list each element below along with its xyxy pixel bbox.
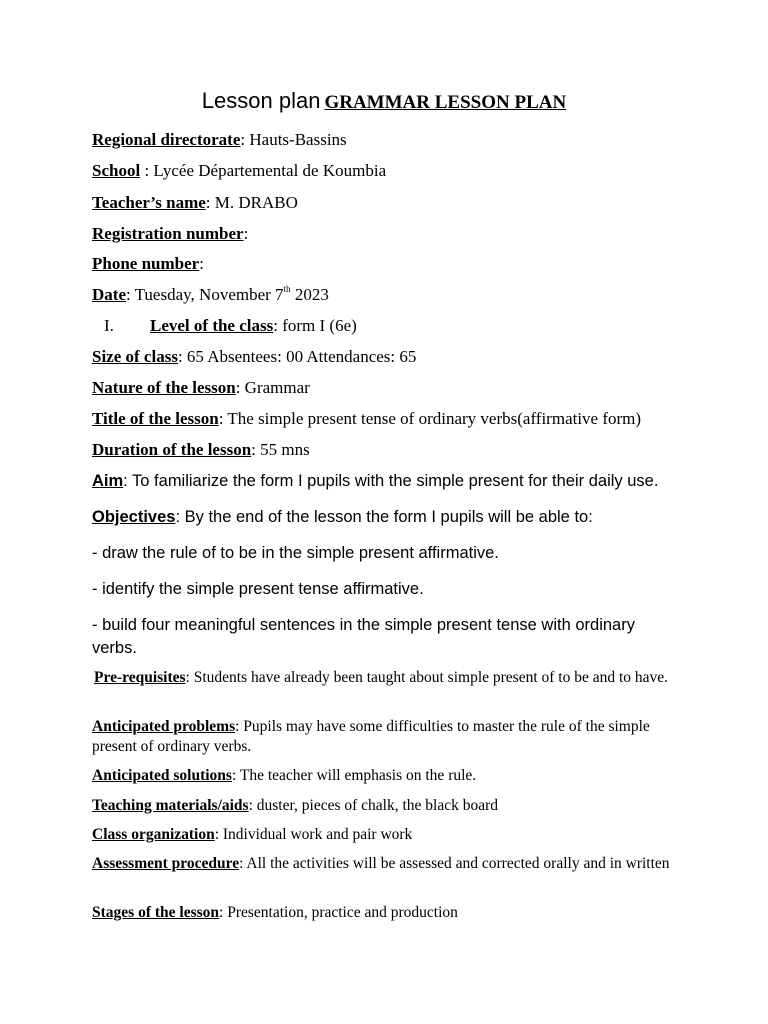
field-value: : All the activities will be assessed and corrected orally and in written: [239, 855, 670, 872]
field-label: Class organization: [92, 826, 215, 843]
field-value: : Pupils may have some difficulties to master the rule of the simple present of ordinary verbs.: [92, 718, 650, 755]
field-value: : The simple present tense of ordinary verbs(affirmative form): [218, 409, 642, 428]
field-value: : 55 mns: [251, 440, 310, 459]
field-value-year: 2023: [290, 285, 329, 304]
field-value: : Lycée Départemental de Koumbia: [140, 161, 387, 180]
field-value: : 65 Absentees: 00 Attendances: 65: [177, 347, 417, 366]
field-label: Assessment procedure: [92, 855, 240, 872]
page-title: [0, 88, 768, 114]
field-label: Stages of the lesson: [92, 904, 220, 921]
field-label: Anticipated problems: [92, 718, 236, 735]
field-label: Phone number: [92, 254, 200, 273]
field-value: : Grammar: [235, 378, 310, 397]
aim-line: [92, 471, 692, 491]
field-value: :: [199, 254, 204, 273]
teaching-materials-line: [92, 796, 678, 816]
size-line: [92, 347, 692, 367]
field-value: : To familiarize the form I pupils with the simple present for their daily use.: [123, 472, 659, 490]
field-label: Regional directorate: [92, 130, 241, 149]
field-label: Teacher’s name: [92, 193, 206, 212]
level-line: [104, 316, 704, 336]
objective-item: - build four meaningful sentences in the simple present tense with ordinary: [92, 616, 635, 634]
field-label: Level of the class: [150, 316, 274, 335]
field-label: Date: [92, 285, 126, 304]
class-organization-line: [92, 825, 678, 845]
field-label: Aim: [92, 472, 124, 490]
ordinal-suffix: th: [283, 284, 291, 294]
date-line: [92, 285, 692, 305]
field-label: Teaching materials/aids: [92, 797, 249, 814]
stages-line: [92, 903, 678, 923]
field-value: : By the end of the lesson the form I pupils will be able to:: [175, 508, 593, 526]
anticipated-problems-line: [92, 717, 678, 757]
school-line: [92, 161, 692, 181]
registration-line: [92, 224, 692, 244]
field-label: Anticipated solutions: [92, 767, 232, 784]
assessment-line: [92, 854, 678, 874]
objective-item: - draw the rule of to be in the simple present affirmative.: [92, 544, 499, 562]
phone-line: [92, 254, 692, 274]
objective-item-continuation: verbs.: [92, 639, 137, 657]
nature-line: [92, 378, 692, 398]
field-label: School: [92, 161, 141, 180]
field-label: Objectives: [92, 508, 176, 526]
prerequisites-line: [94, 668, 680, 688]
field-value: : Presentation, practice and production: [219, 904, 458, 921]
field-value: : The teacher will emphasis on the rule.: [231, 767, 477, 784]
field-value: : Students have already been taught about simple present of to be and to have.: [185, 669, 669, 686]
field-label: Registration number: [92, 224, 244, 243]
field-label: Pre-requisites: [94, 669, 186, 686]
field-label: Nature of the lesson: [92, 378, 236, 397]
objective-item: - identify the simple present tense affirmative.: [92, 580, 424, 598]
field-value: : M. DRABO: [205, 193, 298, 212]
lesson-title-line: [92, 409, 692, 429]
field-label: Size of class: [92, 347, 178, 366]
field-label: Title of the lesson: [92, 409, 219, 428]
duration-line: [92, 440, 692, 460]
field-value: : duster, pieces of chalk, the black board: [248, 797, 499, 814]
field-label: Duration of the lesson: [92, 440, 252, 459]
list-numeral: I.: [104, 316, 114, 335]
anticipated-solutions-line: [92, 766, 678, 786]
objectives-line: [92, 507, 692, 527]
field-value: : Tuesday, November 7: [125, 285, 284, 304]
regional-directorate-line: [92, 130, 692, 150]
title-part-2: GRAMMAR LESSON PLAN: [324, 92, 567, 113]
field-value: : form I (6e): [273, 316, 357, 335]
field-value: : Hauts-Bassins: [240, 130, 347, 149]
field-value: :: [243, 224, 249, 243]
title-part-1: Lesson plan: [201, 88, 321, 113]
field-value: : Individual work and pair work: [214, 826, 413, 843]
teacher-line: [92, 193, 692, 213]
